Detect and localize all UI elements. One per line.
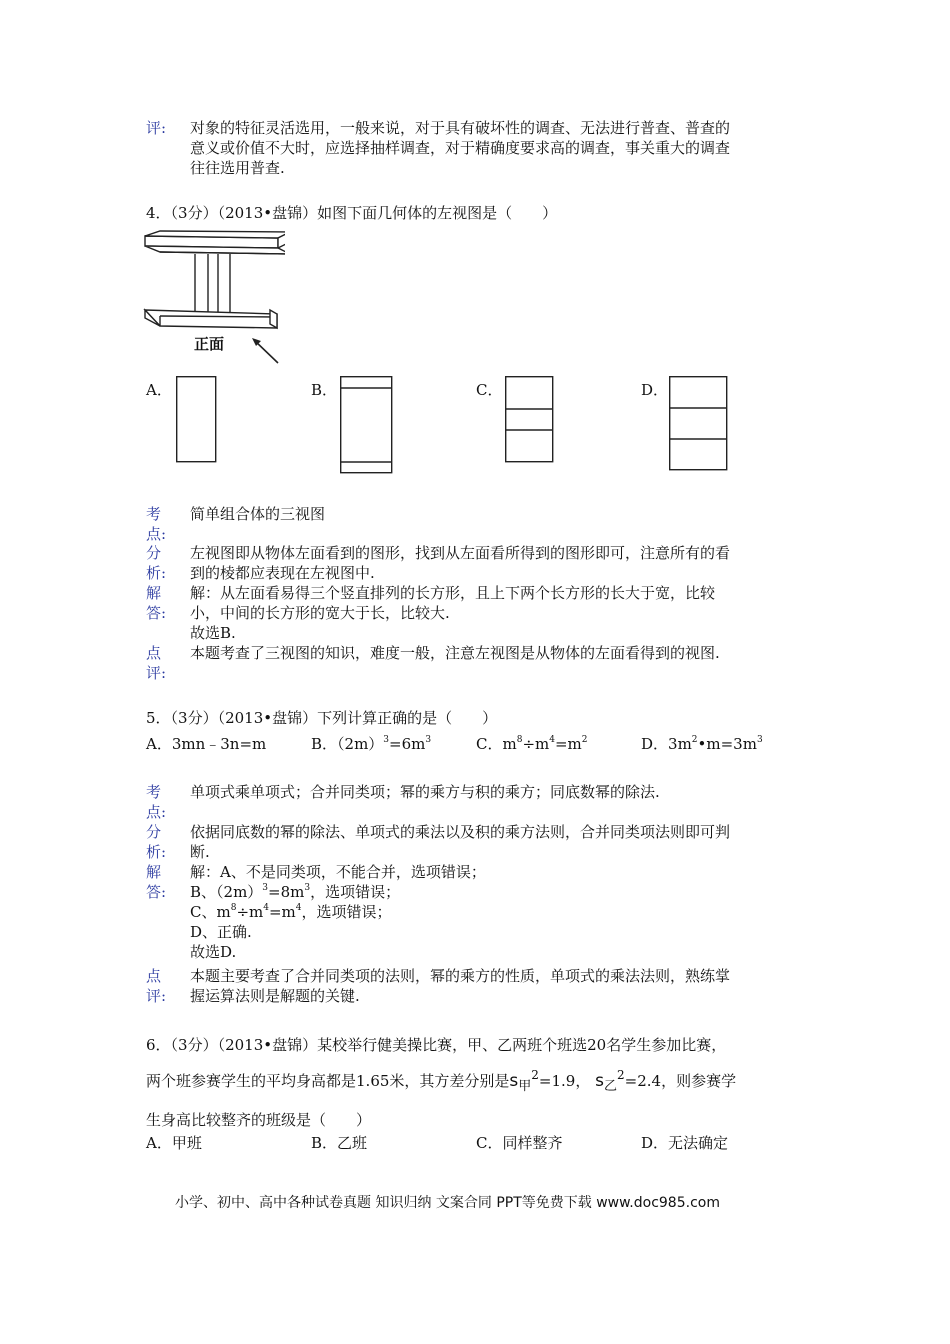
q5-option-b (311, 734, 431, 754)
q5-kaodian-text: 单项式乘单项式；合并同类项；幂的乘方与积的乘方；同底数幂的除法. (190, 783, 660, 801)
text-part: =m (268, 903, 296, 921)
q4-dianping-label (146, 643, 176, 683)
text-part: B．（2m） (311, 735, 384, 753)
q5-option-c (476, 734, 588, 754)
text-part: B、（2m） (190, 883, 263, 901)
text-line: 本题主要考查了合并同类项的法则，幂的乘方的性质，单项式的乘法法则，熟练掌 (190, 967, 731, 985)
q6-option-d: D．无法确定 (641, 1134, 729, 1152)
q4-option-d-figure (669, 376, 729, 472)
subscript: 乙 (604, 1079, 618, 1094)
text-line: 握运算法则是解题的关键. (190, 987, 360, 1005)
text-line: 解：从左面看易得三个竖直排列的长方形，且上下两个长方形的长大于宽，比较 (190, 584, 716, 602)
text-part: C．m (476, 735, 517, 753)
text-line: 到的棱都应表现在左视图中. (190, 564, 375, 582)
q4-option-b-label: B． (311, 381, 338, 399)
exponent: 4 (549, 735, 555, 745)
label-part: 评: (146, 664, 167, 682)
text-line: 意义或价值不大时，应选择抽样调查，对于精确度要求高的调查，事关重大的调查 (190, 139, 731, 157)
text-part: =m (554, 735, 582, 753)
text-part: ÷m (236, 903, 264, 921)
exponent: 2 (617, 1068, 625, 1082)
exponent: 3 (304, 883, 311, 893)
label-part: 分 (146, 544, 162, 562)
text-line: 解：A、不是同类项，不能合并，选项错误； (190, 863, 486, 881)
q5-dianping-text (190, 966, 800, 1006)
q4-dianping-text: 本题考查了三视图的知识，难度一般，注意左视图是从物体的左面看得到的视图. (190, 644, 720, 662)
q6-option-c: C．同样整齐 (476, 1134, 563, 1152)
q5-jieda-label (146, 862, 176, 902)
label-part: 考 (146, 505, 162, 523)
subscript: 甲 (518, 1079, 532, 1094)
label-part: 析: (146, 564, 167, 582)
label-part: 分 (146, 823, 162, 841)
text-part: •m=3m (697, 735, 757, 753)
exponent: 8 (516, 735, 523, 745)
exponent: 4 (295, 903, 302, 913)
q6-stem-line3: 生身高比较整齐的班级是（ ） (146, 1111, 372, 1129)
text-part: =2.4，则参赛学 (624, 1072, 737, 1090)
q5-dianping-label (146, 966, 176, 1006)
q6-stem-line2 (146, 1068, 737, 1094)
page-footer: 小学、初中、高中各种试卷真题 知识归纳 文案合同 PPT等免费下载 www.doc985.com (175, 1195, 720, 1211)
q4-jieda-label (146, 583, 176, 623)
q5-jieda-text (190, 862, 800, 962)
q4-fenxi-text (190, 543, 800, 583)
exponent: 2 (581, 735, 588, 745)
text-line: 往往选用普查. (190, 159, 285, 177)
q5-fenxi-text (190, 822, 800, 862)
variance-symbol: s (509, 1071, 519, 1091)
q4-kaodian-label (146, 504, 176, 544)
q4-fenxi-label (146, 543, 176, 583)
q4-option-b-figure (340, 376, 394, 474)
label-part: 解 (146, 584, 162, 602)
exponent: 3 (425, 735, 432, 745)
q4-option-a-figure (176, 376, 218, 464)
q3-dianping-text (190, 118, 800, 178)
exponent: 2 (531, 1068, 539, 1082)
variance-symbol: s (595, 1071, 604, 1091)
label-part: 点: (146, 525, 167, 543)
q4-option-d-label: D． (641, 381, 669, 399)
exponent: 3 (383, 735, 390, 745)
text-line: 故选B. (190, 624, 236, 642)
q5-option-d (641, 734, 763, 754)
exponent: 8 (230, 903, 237, 913)
q3-dianping-label: 评: (146, 119, 167, 137)
text-part: ，选项错误； (301, 903, 392, 921)
q4-option-c-figure (505, 376, 555, 464)
front-caption: 正面 (194, 335, 225, 353)
q4-kaodian-text: 简单组合体的三视图 (190, 505, 326, 523)
exponent: 2 (691, 735, 698, 745)
label-part: 答: (146, 883, 167, 901)
label-part: 考 (146, 783, 162, 801)
q5-stem: 5．（3分）（2013•盘锦）下列计算正确的是（ ） (146, 709, 498, 727)
label-part: 点 (146, 967, 162, 985)
q6-option-a: A．甲班 (146, 1134, 202, 1152)
q6-option-b: B．乙班 (311, 1134, 368, 1152)
text-line: 故选D. (190, 943, 237, 961)
q5-fenxi-label (146, 822, 176, 862)
text-part: ，选项错误； (310, 883, 401, 901)
text-line: 小，中间的长方形的宽大于长，比较大. (190, 604, 450, 622)
text-line: 左视图即从物体左面看到的图形，找到从左面看所得到的图形即可，注意所有的看 (190, 544, 731, 562)
exponent: 4 (263, 903, 269, 913)
text-part: ÷m (522, 735, 550, 753)
text-line: 对象的特征灵活选用，一般来说，对于具有破坏性的调查、无法进行普查、普查的 (190, 119, 731, 137)
label-part: 析: (146, 843, 167, 861)
label-part: 评: (146, 987, 167, 1005)
exponent: 3 (262, 883, 269, 893)
label-part: 点: (146, 803, 167, 821)
text-line (190, 902, 800, 922)
q4-stem: 4．（3分）（2013•盘锦）如图下面几何体的左视图是（ ） (146, 204, 558, 222)
label-part: 点 (146, 644, 162, 662)
text-part: C、m (190, 903, 231, 921)
text-part: 两个班参赛学生的平均身高都是1.65米，其方差分别是 (146, 1072, 510, 1090)
q4-option-c-label: C． (476, 381, 503, 399)
text-line: 依据同底数的幂的除法、单项式的乘法以及积的乘方法则，合并同类项法则即可判 (190, 823, 731, 841)
text-line: D、正确. (190, 923, 252, 941)
q6-stem-line1: 6．（3分）（2013•盘锦）某校举行健美操比赛，甲、乙两班个班选20名学生参加比赛， (146, 1036, 727, 1054)
label-part: 解 (146, 863, 162, 881)
text-line (190, 882, 800, 902)
q5-kaodian-label (146, 782, 176, 822)
text-part: =6m (389, 735, 426, 753)
text-part: =1.9， (538, 1072, 591, 1090)
q4-option-a-label: A． (146, 381, 172, 399)
text-part: D．3m (641, 735, 692, 753)
text-line: 断. (190, 843, 210, 861)
label-part: 答: (146, 604, 167, 622)
text-part: =8m (268, 883, 305, 901)
exponent: 3 (756, 735, 763, 745)
q5-option-a: A．3mn﹣3n=m (146, 735, 267, 753)
q4-jieda-text (190, 583, 800, 643)
